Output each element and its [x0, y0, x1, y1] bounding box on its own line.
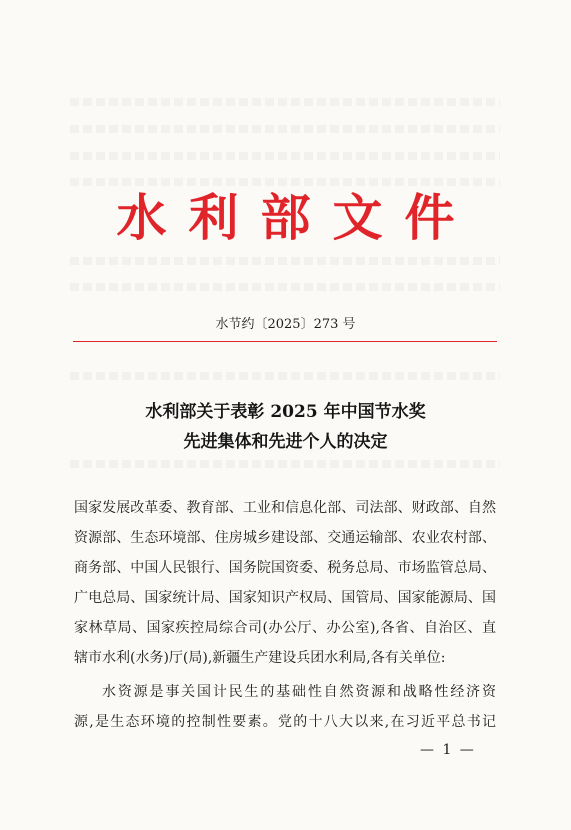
addressee-line: 资源部、生态环境部、住房城乡建设部、交通运输部、农业农村部、: [74, 530, 496, 546]
bleed-through-line: [70, 178, 500, 186]
document-title-line-2: 先进集体和先进个人的决定: [183, 432, 388, 452]
bleed-through-line: [70, 152, 500, 160]
bleed-through-line: [70, 257, 500, 265]
paragraph-line: 水资源是事关国计民生的基础性自然资源和战略性经济资: [102, 684, 496, 700]
addressee-line: 家林草局、国家疾控局综合司(办公厅、办公室),各省、自治区、直: [74, 620, 496, 636]
document-masthead: 水利部文件: [116, 188, 477, 247]
red-divider-line: [73, 341, 497, 342]
addressee-line: 辖市水利(水务)厅(局),新疆生产建设兵团水利局,各有关单位:: [74, 650, 446, 666]
bleed-through-line: [70, 125, 500, 133]
document-number: 水节约〔2025〕273 号: [215, 317, 356, 332]
addressee-line: 商务部、中国人民银行、国务院国资委、税务总局、市场监管总局、: [74, 560, 496, 576]
document-title-line-1: 水利部关于表彰 2025 年中国节水奖: [145, 402, 426, 422]
bleed-through-line: [70, 460, 500, 468]
addressee-line: 国家发展改革委、教育部、工业和信息化部、司法部、财政部、自然: [74, 500, 496, 516]
addressee-line: 广电总局、国家统计局、国家知识产权局、国管局、国家能源局、国: [74, 590, 496, 606]
page-number: — 1 —: [420, 742, 476, 758]
bleed-through-line: [70, 98, 500, 106]
paragraph-line: 源,是生态环境的控制性要素。党的十八大以来,在习近平总书记: [74, 714, 496, 730]
bleed-through-line: [70, 372, 500, 380]
bleed-through-line: [70, 283, 500, 291]
